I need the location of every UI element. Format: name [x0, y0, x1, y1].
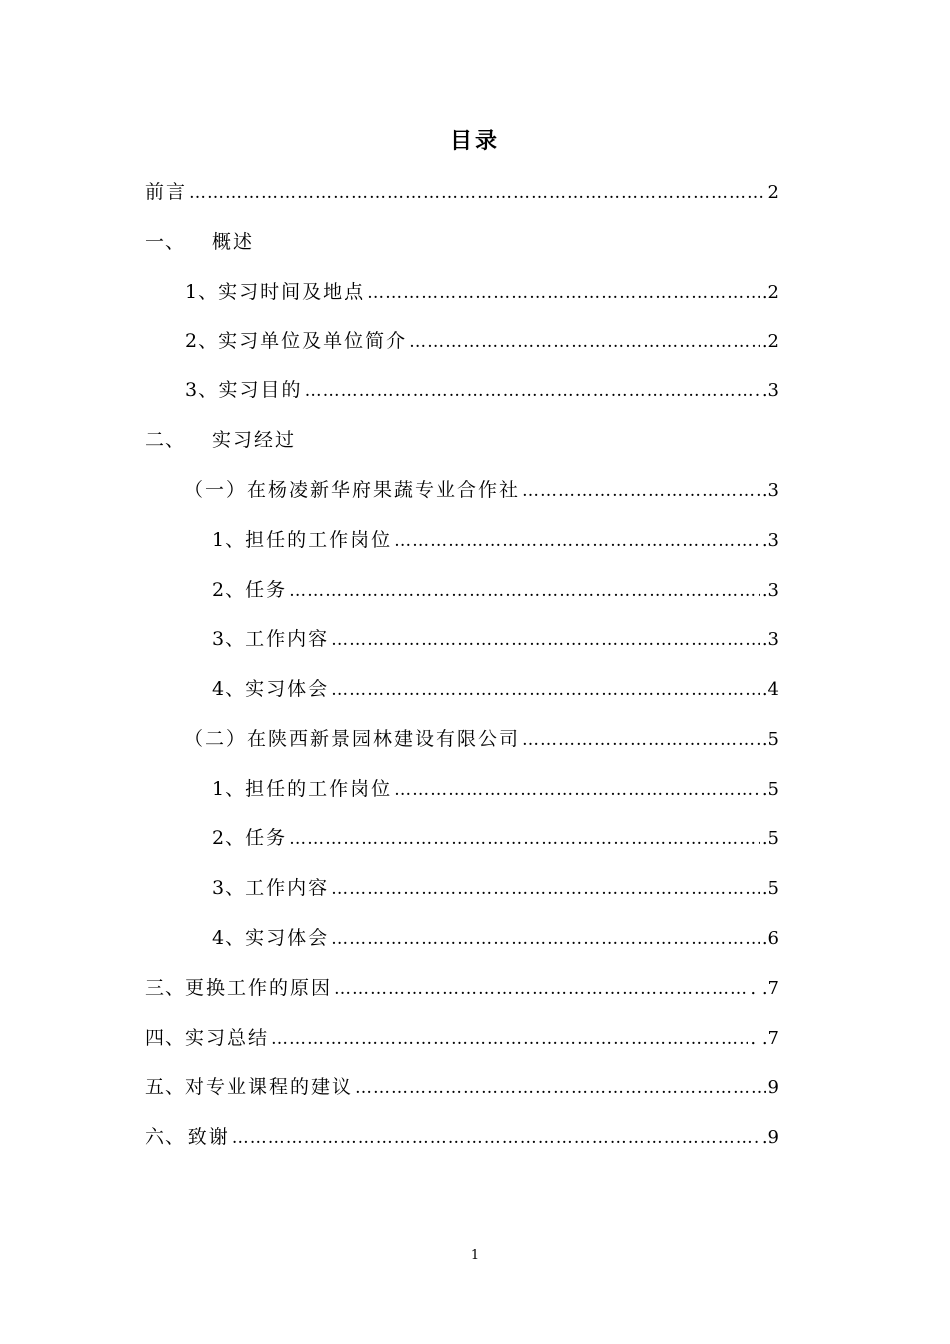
toc-entry-label: 担任的工作岗位	[245, 529, 393, 551]
toc-dot-leader	[331, 873, 760, 905]
toc-entry-2-1-3[interactable]	[212, 623, 779, 655]
toc-dot-leader	[331, 624, 760, 656]
toc-dot-leader	[522, 475, 760, 507]
toc-entry-label: 工作内容	[245, 877, 330, 899]
toc-entry-label: 致谢	[187, 1126, 230, 1148]
toc-entry-label: 实习单位及单位简介	[218, 330, 408, 352]
page-title: 目录	[449, 128, 500, 154]
toc-entry-number: 三、	[145, 977, 186, 999]
toc-entry-label: （一）在杨凌新华府果蔬专业合作社	[184, 479, 521, 501]
toc-dot-leader	[334, 973, 748, 1005]
toc-dot-leader	[367, 277, 760, 309]
toc-entry-label: 实习经过	[212, 429, 297, 451]
toc-dot-leader	[355, 1072, 766, 1104]
toc-dot-leader	[271, 1023, 748, 1055]
toc-entry-label: 实习体会	[245, 927, 330, 949]
toc-entry-2-2-1[interactable]	[212, 773, 779, 805]
toc-entry-number: 1、	[212, 778, 246, 800]
toc-entry-label: 前言	[145, 181, 188, 203]
toc-entry-number: 2、	[185, 330, 219, 352]
toc-entry-number: 2、	[212, 827, 246, 849]
toc-entry-page: .6	[761, 928, 779, 949]
toc-entry-1-1[interactable]	[185, 276, 779, 308]
toc-dot-leader	[409, 326, 760, 358]
toc-entry-page: .5	[761, 779, 779, 800]
toc-entry-page: .4	[761, 679, 779, 700]
toc-entry-label: 对专业课程的建议	[185, 1076, 354, 1098]
toc-entry-label: 任务	[245, 827, 288, 849]
toc-entry-label: 实习总结	[185, 1027, 270, 1049]
toc-entry-number: 四、	[145, 1027, 186, 1049]
toc-entry-label: 概述	[212, 231, 255, 253]
toc-entry-label: 实习目的	[218, 379, 303, 401]
toc-entry-number: 五、	[145, 1076, 186, 1098]
toc-entry-page: .2	[761, 282, 779, 303]
toc-entry-section-5[interactable]	[145, 1071, 779, 1103]
toc-entry-label: 实习体会	[245, 678, 330, 700]
toc-entry-page: .3	[761, 530, 779, 551]
toc-entry-1-3[interactable]	[185, 374, 779, 406]
toc-entry-page: .3	[761, 380, 779, 401]
toc-entry-label: 实习时间及地点	[218, 281, 366, 303]
toc-entry-page: . .7	[750, 978, 779, 999]
toc-entry-label: 工作内容	[245, 628, 330, 650]
toc-dot-leader	[232, 1122, 760, 1154]
toc-entry-number: 4、	[212, 927, 246, 949]
toc-entry-number: 二、	[145, 429, 186, 451]
toc-entry-section-2[interactable]	[145, 424, 296, 456]
toc-dot-leader	[331, 923, 760, 955]
toc-dot-leader	[189, 177, 766, 209]
toc-dot-leader	[522, 724, 760, 756]
toc-entry-number: 4、	[212, 678, 246, 700]
toc-entry-number: 3、	[185, 379, 219, 401]
toc-entry-label: 任务	[245, 579, 288, 601]
toc-entry-page: .9	[761, 1127, 779, 1148]
toc-entry-preface[interactable]	[145, 176, 779, 208]
toc-entry-number: 一、	[145, 231, 186, 253]
toc-entry-number: 1、	[185, 281, 219, 303]
toc-entry-section-6[interactable]	[145, 1121, 779, 1153]
toc-entry-page: .3	[761, 629, 779, 650]
toc-entry-number: 2、	[212, 579, 246, 601]
toc-entry-2-part-2[interactable]	[184, 723, 779, 755]
toc-entry-section-1[interactable]	[145, 226, 254, 258]
toc-entry-page: .5	[761, 828, 779, 849]
toc-entry-label: 更换工作的原因	[185, 977, 333, 999]
toc-entry-2-1-1[interactable]	[212, 524, 779, 556]
toc-entry-number: 3、	[212, 628, 246, 650]
toc-entry-page: 2	[767, 182, 779, 203]
toc-entry-2-2-3[interactable]	[212, 872, 779, 904]
toc-entry-2-1-4[interactable]	[212, 673, 779, 705]
toc-entry-page: .2	[761, 331, 779, 352]
toc-entry-page: .5	[761, 729, 779, 750]
toc-entry-page: 9	[767, 1077, 779, 1098]
toc-entry-number: 六、	[145, 1126, 186, 1148]
toc-dot-leader	[289, 823, 760, 855]
toc-entry-number: 1、	[212, 529, 246, 551]
toc-entry-section-4[interactable]	[145, 1022, 779, 1054]
toc-entry-2-2-2[interactable]	[212, 822, 779, 854]
toc-entry-page: .3	[761, 580, 779, 601]
toc-entry-page: .3	[761, 480, 779, 501]
toc-entry-2-part-1[interactable]	[184, 474, 779, 506]
toc-entry-page: . .7	[750, 1028, 779, 1049]
toc-entry-number: 3、	[212, 877, 246, 899]
toc-dot-leader	[305, 375, 760, 407]
toc-entry-2-1-2[interactable]	[212, 574, 779, 606]
toc-entry-section-3[interactable]	[145, 972, 779, 1004]
toc-dot-leader	[394, 525, 760, 557]
toc-entry-label: 担任的工作岗位	[245, 778, 393, 800]
toc-dot-leader	[394, 774, 760, 806]
toc-entry-label: （二）在陕西新景园林建设有限公司	[184, 728, 521, 750]
toc-entry-2-2-4[interactable]	[212, 922, 779, 954]
toc-dot-leader	[331, 674, 760, 706]
footer-page-number: 1	[470, 1248, 480, 1263]
toc-entry-page: .5	[761, 878, 779, 899]
toc-dot-leader	[289, 575, 760, 607]
toc-entry-1-2[interactable]	[185, 325, 779, 357]
